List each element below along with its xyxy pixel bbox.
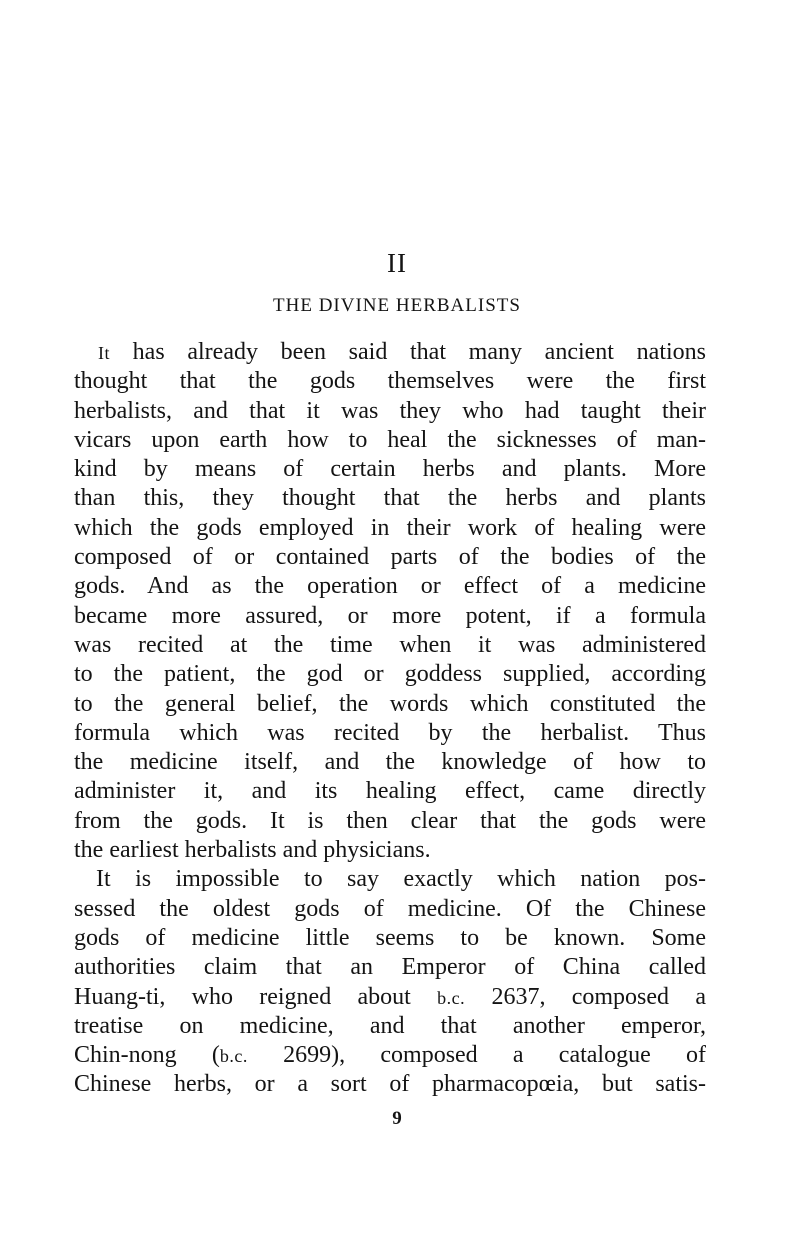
- text-line: became more assured, or more potent, if a formula: [74, 602, 706, 629]
- text-line: Chin-nong (b.c. 2699), composed a catalogue of: [74, 1042, 706, 1069]
- text-line: vicars upon earth how to heal the sicknesses of man-: [74, 426, 706, 453]
- text-line: to the general belief, the words which constituted the: [74, 690, 706, 717]
- small-caps-abbrev: b.c.: [437, 987, 466, 1008]
- text-line: the earliest herbalists and physicians.: [74, 837, 431, 864]
- body-text: [74, 338, 706, 1100]
- text-line: thought that the gods themselves were the first: [74, 368, 706, 395]
- text-line: sessed the oldest gods of medicine. Of the Chinese: [74, 895, 706, 922]
- text-line: was recited at the time when it was administered: [74, 631, 706, 658]
- chapter-title: THE DIVINE HERBALISTS: [273, 295, 521, 316]
- page-number: 9: [392, 1108, 402, 1129]
- text-line: It has already been said that many ancient nations: [98, 339, 706, 365]
- text-line: gods. And as the operation or effect of a medicine: [74, 573, 706, 600]
- text-line: the medicine itself, and the knowledge of how to: [74, 749, 706, 776]
- text-line: It is impossible to say exactly which nation pos-: [96, 866, 706, 893]
- text-line: kind by means of certain herbs and plants. More: [74, 456, 706, 483]
- text-line: herbalists, and that it was they who had taught their: [74, 397, 706, 424]
- text-line: gods of medicine little seems to be known. Some: [74, 924, 706, 951]
- text-line: from the gods. It is then clear that the gods were: [74, 807, 706, 834]
- text-line: authorities claim that an Emperor of China called: [74, 954, 706, 981]
- chapter-number: II: [387, 248, 407, 278]
- text-line: Huang-ti, who reigned about b.c. 2637, composed a: [74, 983, 707, 1010]
- text-line: to the patient, the god or goddess supplied, according: [74, 661, 706, 688]
- text-line: treatise on medicine, and that another emperor,: [74, 1012, 706, 1039]
- small-caps-word: It: [98, 343, 110, 363]
- text-line: than this, they thought that the herbs and plants: [74, 485, 706, 512]
- text-line: which the gods employed in their work of healing were: [74, 514, 706, 541]
- text-line: composed of or contained parts of the bodies of the: [74, 544, 706, 571]
- text-line: formula which was recited by the herbalist. Thus: [74, 719, 706, 746]
- text-line: Chinese herbs, or a sort of pharmacopœia, but satis-: [74, 1071, 706, 1098]
- small-caps-abbrev: b.c.: [219, 1046, 248, 1067]
- text-line: administer it, and its healing effect, came directly: [74, 778, 706, 805]
